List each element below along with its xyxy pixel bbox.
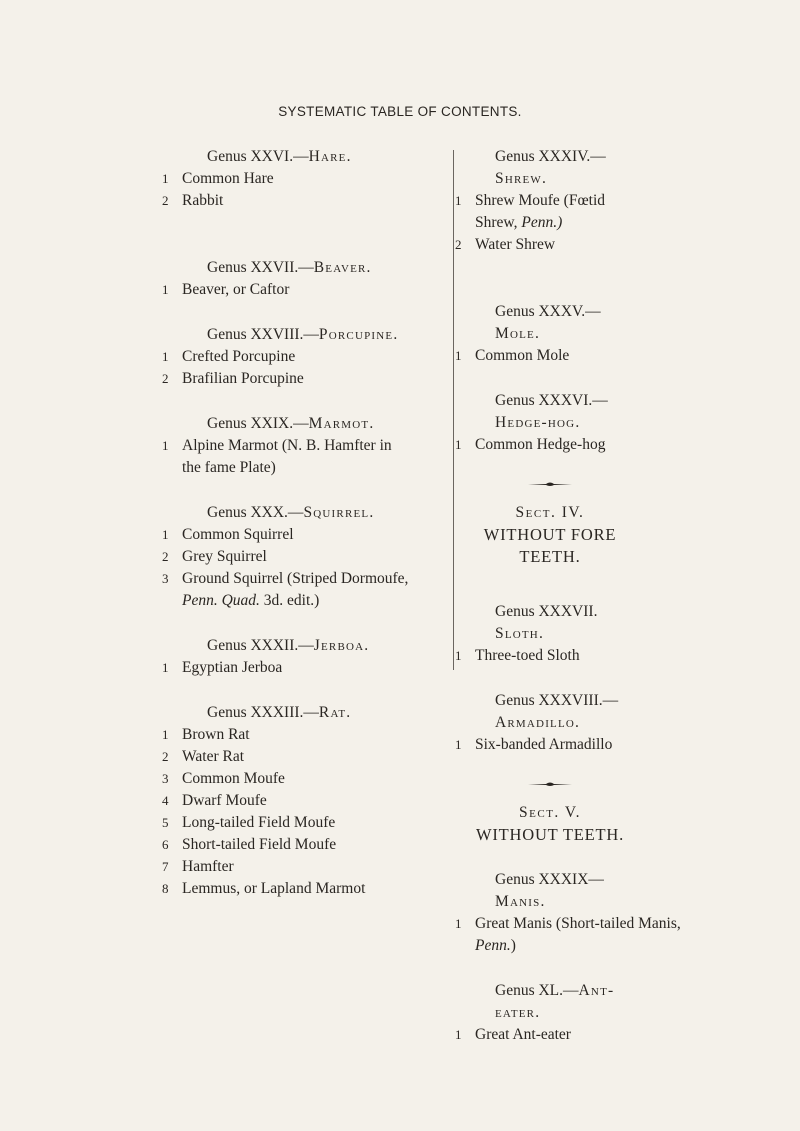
genus-armadillo [455,690,645,756]
list-item: 1 Common Hare [162,170,274,187]
genus-heading: Genus XXVI.—Hare. [207,148,352,165]
list-item: 3 Ground Squirrel (Striped Dormoufe, [162,570,409,587]
list-item: 8 Lemmus, or Lapland Marmot [162,880,366,897]
right-column [455,146,681,1046]
list-item: 3 Common Moufe [162,770,285,787]
list-item: 1 Great Ant-eater [455,1026,571,1043]
column-divider [453,150,454,670]
list-item-continuation: Penn.) [475,937,516,954]
genus-heading: Genus XXXVIII.—Armadillo. [495,692,619,731]
genus-heading: Genus XXVII.—Beaver. [207,259,372,276]
list-item: 4 Dwarf Moufe [162,792,267,809]
list-item: 1 Shrew Moufe (Fœtid Shrew, Penn.) [455,192,606,231]
list-item: 2 Brafilian Porcupine [162,370,304,387]
genus-sloth [455,601,645,667]
list-item: 1 Crefted Porcupine [162,348,296,365]
section-title: Sect. IV. [515,504,585,521]
genus-jerboa [162,635,452,679]
list-item-continuation: the fame Plate) [182,459,276,476]
section-subtitle: WITHOUT TEETH. [475,825,625,844]
section-subtitle: WITHOUT FORE TEETH. [483,525,617,566]
list-item: 1 Alpine Marmot (N. B. Hamfter in [162,437,392,454]
list-item: 1 Beaver, or Caftor [162,281,290,298]
list-item: 6 Short-tailed Field Moufe [162,836,337,853]
genus-manis [455,869,681,957]
list-item: 1 Common Mole [455,347,570,364]
page-header: SYSTEMATIC TABLE OF CONTENTS. [278,104,522,119]
genus-heading: Genus XXXVI.—Hedge-hog. [495,392,608,431]
list-item: 5 Long-tailed Field Moufe [162,814,336,831]
list-item: 1 Great Manis (Short-tailed Manis, [455,915,681,932]
section-title: Sect. V. [519,804,581,821]
genus-heading: Genus XXXV.—Mole. [495,303,601,342]
genus-hedgehog [455,390,645,456]
genus-shrew [455,146,645,256]
genus-mole [455,301,645,367]
genus-heading: Genus XXXIX—Manis. [495,871,604,910]
genus-beaver [162,257,452,301]
genus-rat [162,702,452,900]
list-item: 1 Common Hedge-hog [455,436,606,453]
genus-heading: Genus XXXIII.—Rat. [207,704,352,721]
list-item: 2 Grey Squirrel [162,548,267,565]
genus-heading: Genus XXXII.—Jerboa. [207,637,370,654]
genus-ant-eater [455,980,645,1046]
list-item: 1 Common Squirrel [162,526,294,543]
genus-heading: Genus XXVIII.—Porcupine. [207,326,399,343]
genus-hare [162,146,452,212]
genus-squirrel [162,502,452,612]
list-item: 1 Egyptian Jerboa [162,659,283,676]
genus-heading: Genus XXIX.—Marmot. [207,415,375,432]
genus-heading: Genus XXXIV.—Shrew. [495,148,606,187]
genus-porcupine [162,324,452,390]
ornament-divider [455,778,645,790]
list-item: 2 Rabbit [162,192,224,209]
list-item: 1 Six-banded Armadillo [455,736,613,753]
section-v [455,802,645,846]
list-item: 1 Brown Rat [162,726,250,743]
ornament-divider [455,478,645,490]
list-item: 2 Water Shrew [455,236,556,253]
left-column [162,146,452,900]
genus-heading: Genus XXX.—Squirrel. [207,504,375,521]
list-item: 2 Water Rat [162,748,245,765]
genus-heading: Genus XXXVII. Sloth. [495,603,598,642]
list-item-continuation: Penn. Quad. 3d. edit.) [182,592,320,609]
genus-marmot [162,413,452,479]
list-item: 7 Hamfter [162,858,234,875]
list-item: 1 Three-toed Sloth [455,647,580,664]
section-iv [455,502,645,568]
genus-heading: Genus XL.—Ant-eater. [495,982,615,1021]
